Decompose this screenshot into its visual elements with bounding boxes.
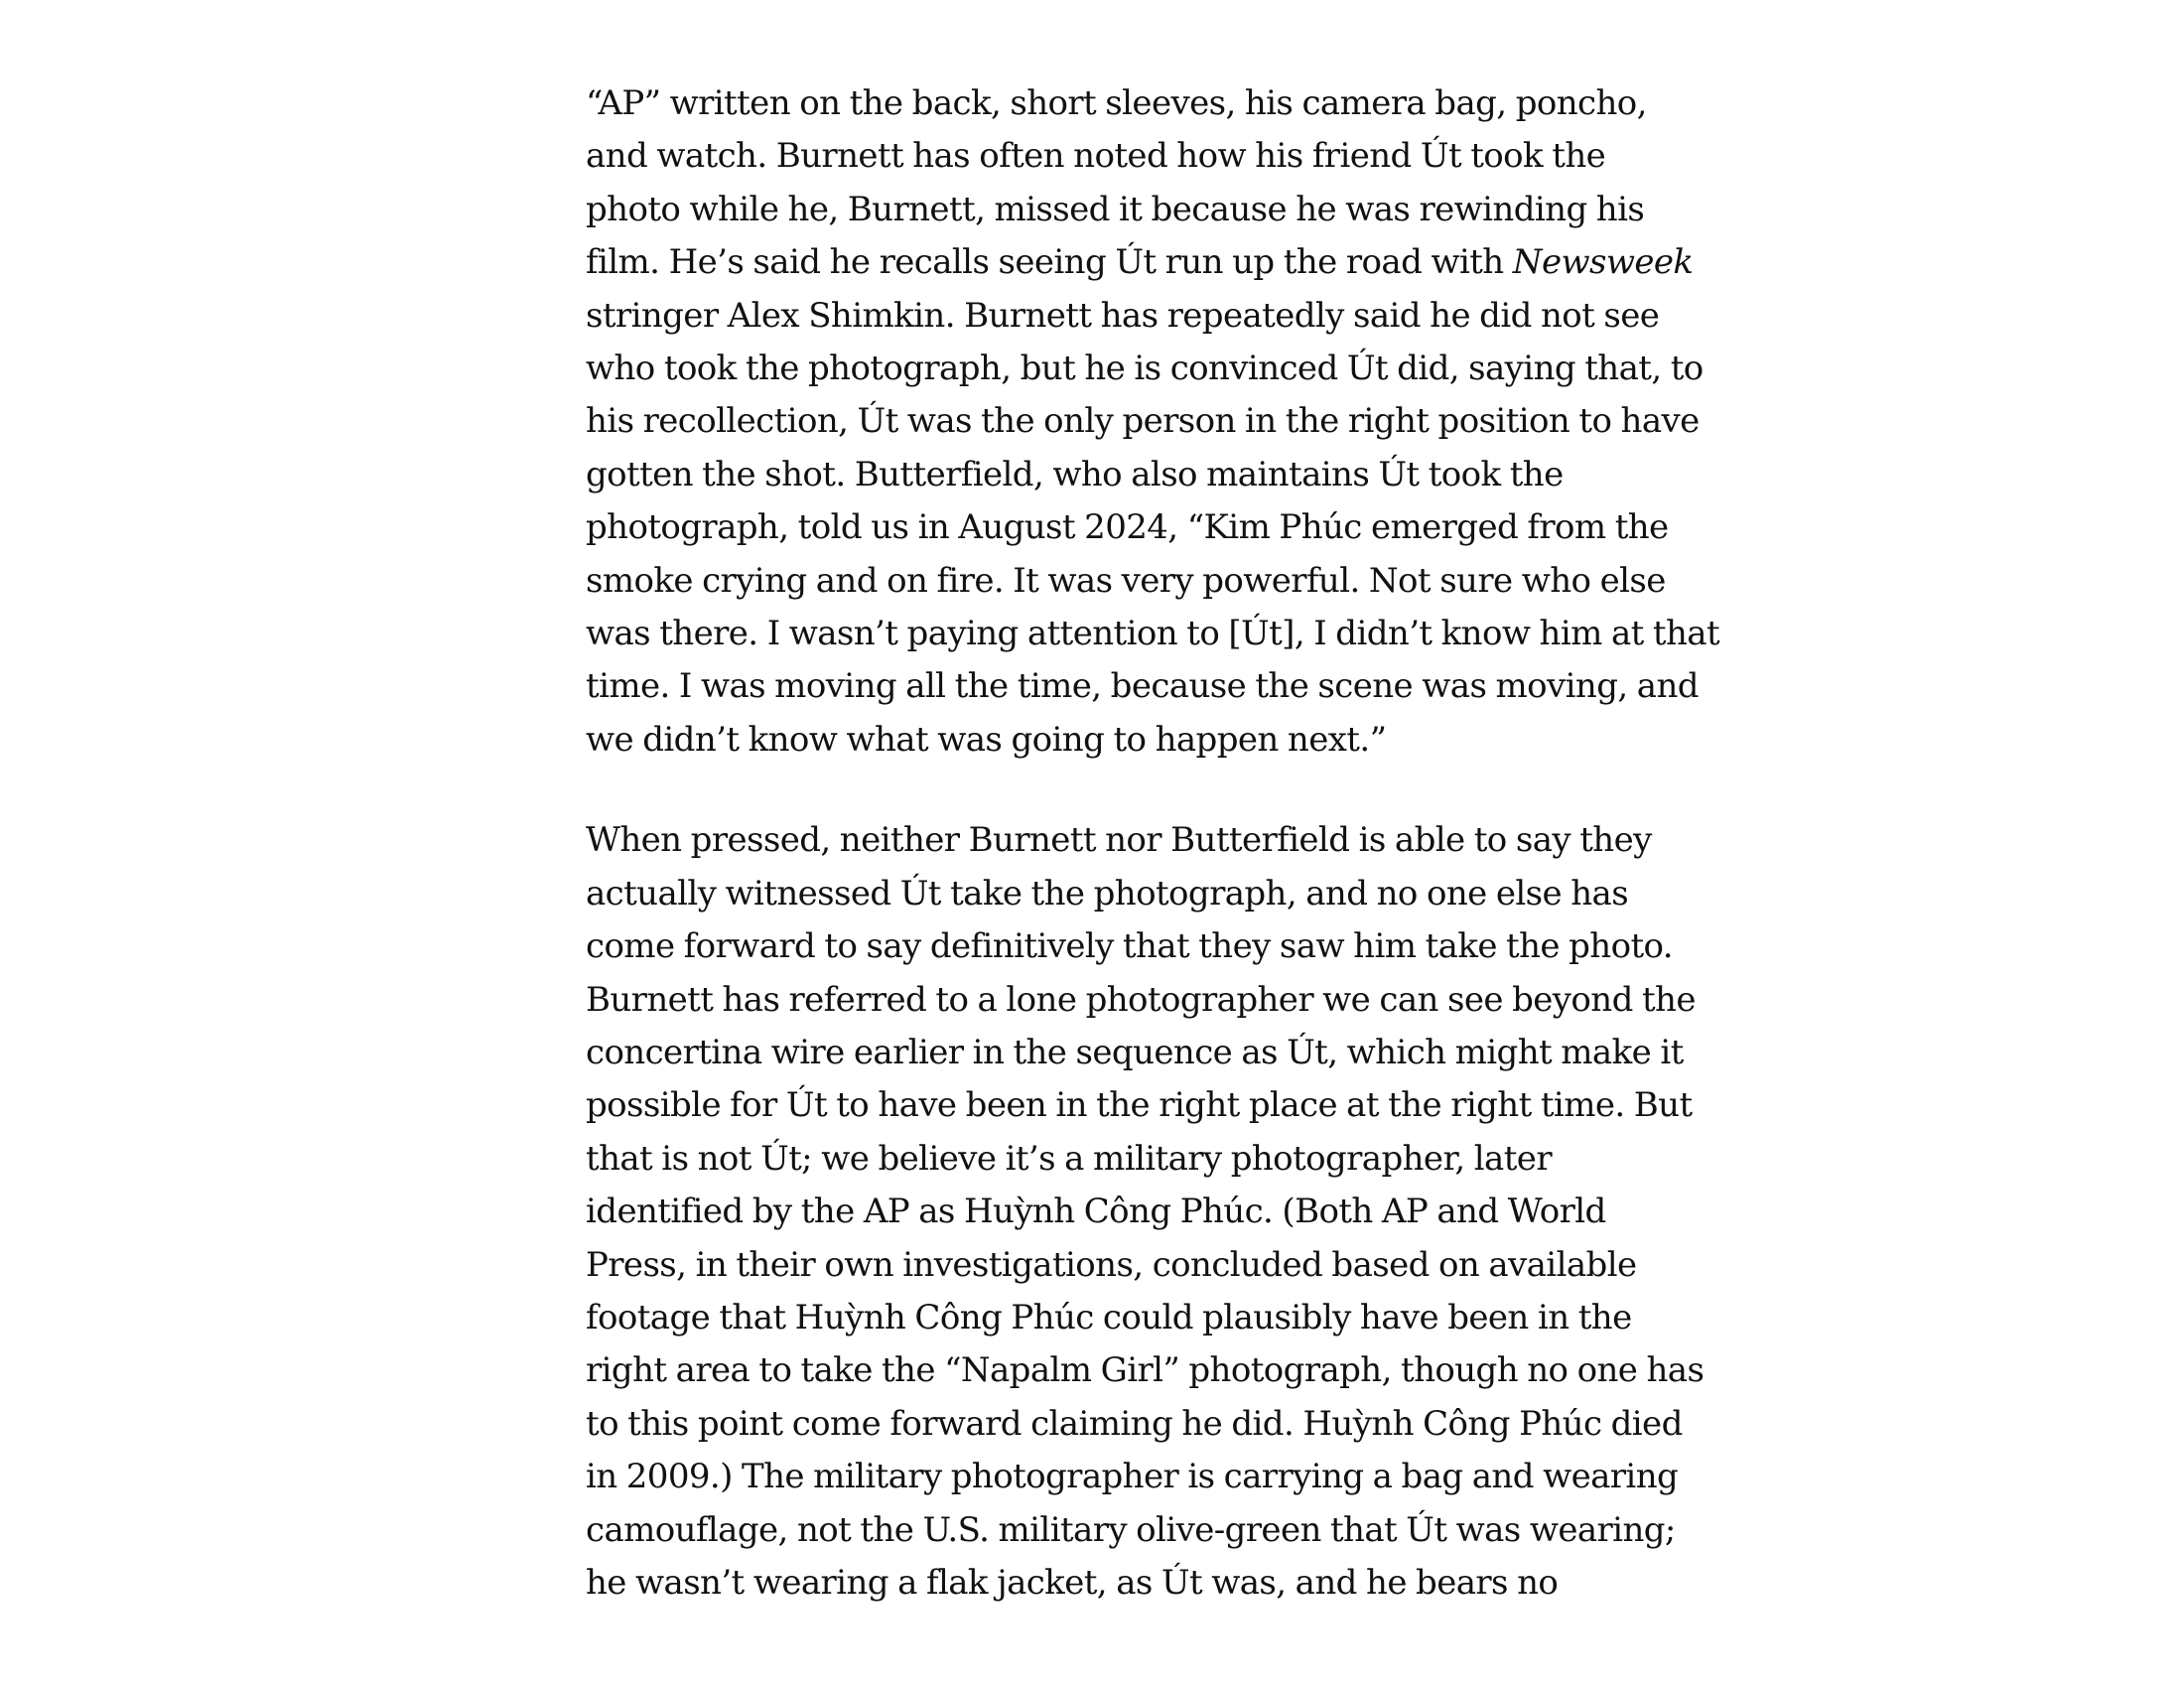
text-line: smoke crying and on fire. It was very powerful. Not sure who else [586, 560, 1666, 601]
text-line: gotten the shot. Butterfield, who also maintains Út took the [586, 454, 1564, 494]
text-line: Press, in their own investigations, concluded based on available [586, 1244, 1637, 1285]
italic-publication-name: Newsweek [1512, 242, 1694, 283]
text-line: When pressed, neither Burnett nor Butterfield is able to say they [586, 820, 1652, 861]
text-line: and watch. Burnett has often noted how his friend Út took the [586, 136, 1606, 177]
article-body [586, 77, 1720, 1610]
text-line: was there. I wasn’t paying attention to [Út], I didn’t know him at that [586, 614, 1720, 654]
text-line: possible for Út to have been in the right place at the right time. But [586, 1085, 1693, 1126]
text-line: photograph, told us in August 2024, “Kim Phúc emerged from the [586, 507, 1669, 548]
text-line: come forward to say definitively that they saw him take the photo. [586, 926, 1674, 967]
text-line: photo while he, Burnett, missed it because he was rewinding his [586, 189, 1645, 229]
text-line: camouflage, not the U.S. military olive-green that Út was wearing; [586, 1509, 1676, 1550]
text-line: concertina wire earlier in the sequence as Út, which might make it [586, 1032, 1684, 1072]
text-line: Burnett has referred to a lone photographer we can see beyond the [586, 979, 1696, 1020]
paragraph-2 [586, 814, 1705, 1610]
text-line: time. I was moving all the time, because the scene was moving, and [586, 666, 1699, 707]
text-line: stringer Alex Shimkin. Burnett has repeatedly said he did not see [586, 295, 1660, 336]
paragraph-1 [586, 77, 1720, 767]
text-line: in 2009.) The military photographer is carrying a bag and wearing [586, 1457, 1679, 1497]
text-line: “AP” written on the back, short sleeves, his camera bag, poncho, [586, 83, 1647, 123]
text-line: his recollection, Út was the only person in the right position to have [586, 401, 1700, 442]
text-line: who took the photograph, but he is convinced Út did, saying that, to [586, 349, 1704, 389]
text-run: film. He’s said he recalls seeing Út run up the road with [586, 242, 1513, 283]
text-line: footage that Huỳnh Công Phúc could plausibly have been in the [586, 1297, 1632, 1337]
text-line: identified by the AP as Huỳnh Công Phúc. (Both AP and World [586, 1192, 1606, 1232]
text-line: he wasn’t wearing a flak jacket, as Út was, and he bears no [586, 1562, 1559, 1603]
text-line-with-italic [586, 236, 1694, 289]
text-line: that is not Út; we believe it’s a military photographer, later [586, 1138, 1552, 1179]
text-line: to this point come forward claiming he did. Huỳnh Công Phúc died [586, 1403, 1683, 1444]
text-line: we didn’t know what was going to happen next.” [586, 719, 1387, 760]
text-line: right area to take the “Napalm Girl” photograph, though no one has [586, 1350, 1705, 1391]
text-line: actually witnessed Út take the photograph, and no one else has [586, 873, 1629, 914]
